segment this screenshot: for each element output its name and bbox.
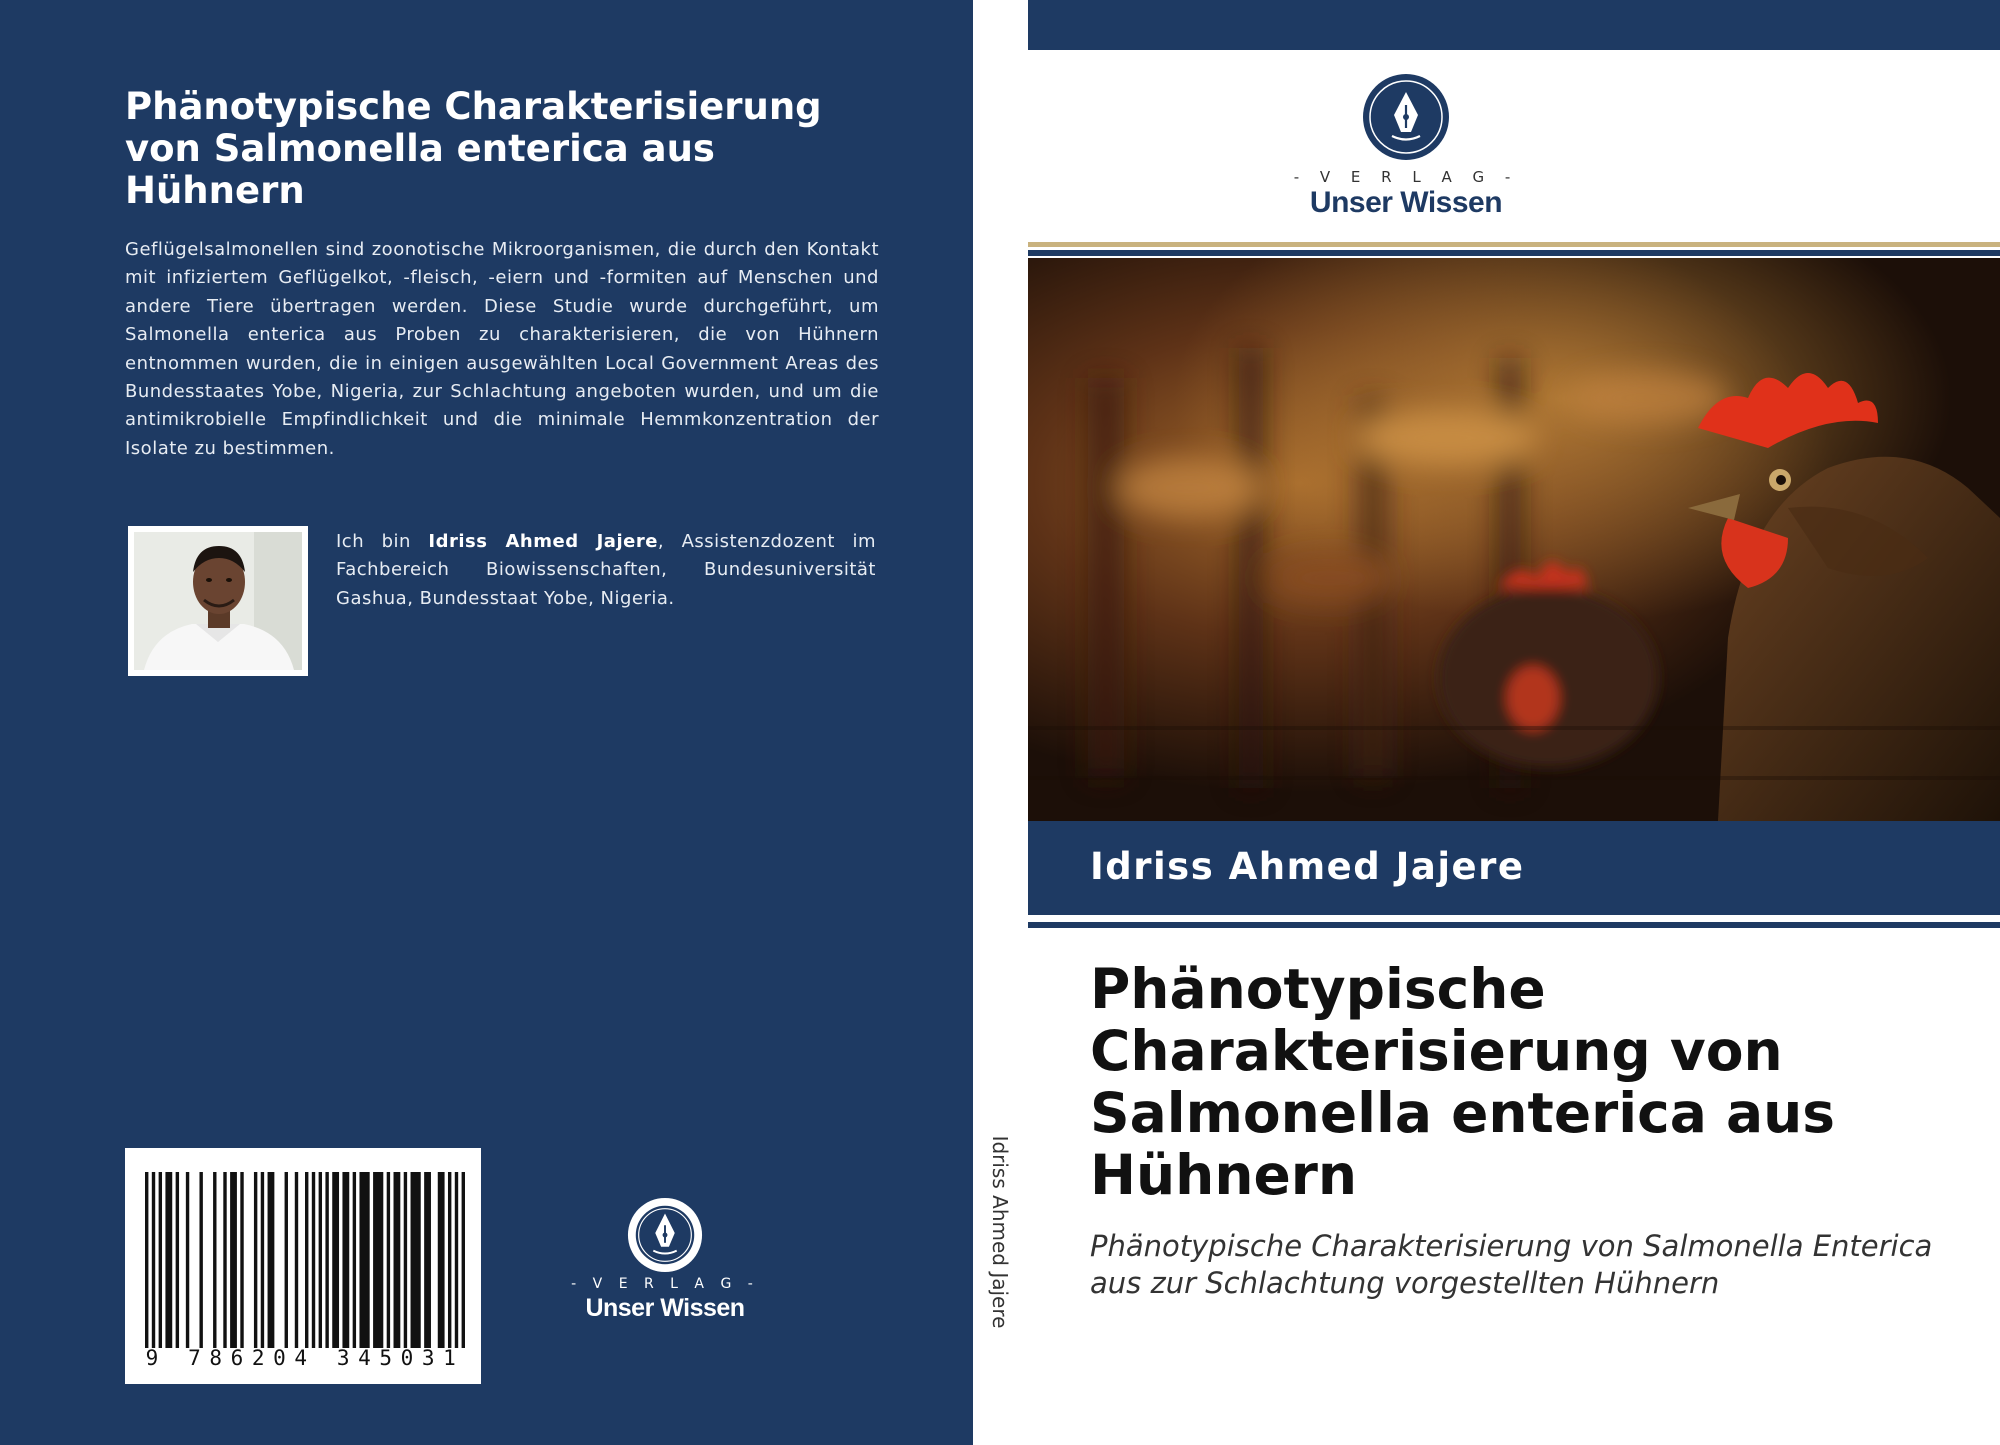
barcode-bar <box>230 1172 237 1348</box>
barcode-bar <box>342 1172 349 1348</box>
author-photo <box>128 526 308 676</box>
barcode-bar <box>176 1172 179 1348</box>
author-bio-suffix: , Assistenzdozent im Fachbereich Biowissenschaften, Bundesuniversität Gashua, Bundesstaat Yobe, Nigeria. <box>336 531 876 609</box>
barcode-bar <box>295 1172 298 1348</box>
barcode-bar <box>373 1172 383 1348</box>
navy-rule-bottom <box>1028 922 2000 928</box>
barcode-bar <box>186 1172 189 1348</box>
barcode-bar <box>387 1172 390 1348</box>
barcode-bar <box>424 1172 431 1348</box>
barcode-bar <box>411 1172 421 1348</box>
cover-photo-chickens <box>1028 258 2000 821</box>
back-cover-blurb: Geflügelsalmonellen sind zoonotische Mikroorganismen, die durch den Kontakt mit infiziertem Geflügelkot, -fleisch, -eiern und -formiten auf Menschen und andere Tiere übertragen werden. Diese Studie wurde durchgeführt, um Salmonella enterica aus Proben zu charakterisieren, die von Hühnern entnommen wurden, die in einigen ausgewählten Local Government Areas des Bundesstaates Yobe, Nigeria, zur Schlachtung angeboten wurden, und um die antimikrobielle Empfindlichkeit und die minimale Hemmkonzentration der Isolate zu bestimmen. <box>125 239 879 459</box>
navy-rule-top <box>1028 250 2000 256</box>
fountain-pen-nib-icon <box>1361 72 1451 162</box>
front-top-band <box>1028 0 2000 50</box>
barcode-bar <box>359 1172 369 1348</box>
barcode-bar <box>159 1172 162 1348</box>
author-bio-name: Idriss Ahmed Jajere <box>428 531 658 552</box>
back-publisher-name: Unser Wissen <box>585 1294 745 1322</box>
barcode-bar <box>285 1172 288 1348</box>
front-verlag-label: - V E R L A G - <box>1293 168 1519 186</box>
front-cover <box>1028 0 2000 1445</box>
back-cover-title: Phänotypische Charakterisierung von Salmonella enterica aus Hühnern <box>125 85 822 212</box>
barcode-bar <box>312 1172 315 1348</box>
front-cover-title: Phänotypische Charakterisierung von Salmonella enterica aus Hühnern <box>1090 957 1835 1207</box>
back-publisher-logo <box>560 1196 770 1323</box>
author-bio <box>336 528 876 613</box>
barcode-bar <box>319 1172 322 1348</box>
author-bio-prefix: Ich bin <box>336 531 429 552</box>
barcode-bar <box>394 1172 401 1348</box>
front-publisher-name: Unser Wissen <box>1309 186 1503 219</box>
author-portrait-image <box>134 532 302 670</box>
barcode-bar <box>240 1172 243 1348</box>
barcode-bar <box>332 1172 339 1348</box>
barcode-bar <box>268 1172 275 1348</box>
barcode-bar <box>404 1172 407 1348</box>
barcode-bar <box>199 1172 202 1348</box>
fountain-pen-nib-icon <box>626 1196 704 1274</box>
barcode-bar <box>353 1172 356 1348</box>
barcode-bar <box>325 1172 328 1348</box>
gold-rule-top <box>1028 242 2000 247</box>
front-cover-subtitle: Phänotypische Charakterisierung von Salmonella Enterica aus zur Schlachtung vorgestellten Hühnern <box>1090 1229 1933 1300</box>
chicken-photo-image <box>1028 258 2000 821</box>
spine-author: Idriss Ahmed Jajere <box>988 1135 1012 1329</box>
barcode-bar <box>145 1172 148 1348</box>
front-author-name: Idriss Ahmed Jajere <box>1090 845 1525 888</box>
barcode <box>125 1148 481 1384</box>
back-cover <box>0 0 973 1445</box>
barcode-bar <box>305 1172 308 1348</box>
barcode-bar <box>261 1172 264 1348</box>
barcode-bar <box>462 1172 465 1348</box>
barcode-bars <box>145 1172 465 1348</box>
barcode-bar <box>438 1172 445 1348</box>
barcode-bar <box>455 1172 458 1348</box>
front-publisher-logo <box>1286 72 1526 220</box>
barcode-bar <box>152 1172 155 1348</box>
barcode-bar <box>165 1172 172 1348</box>
barcode-bar <box>254 1172 257 1348</box>
back-verlag-label: - V E R L A G - <box>571 1276 759 1292</box>
barcode-bar <box>213 1172 216 1348</box>
barcode-bar <box>223 1172 226 1348</box>
author-band <box>1028 821 2000 915</box>
barcode-bar <box>448 1172 451 1348</box>
isbn-number: 9 786204 345031 <box>145 1346 465 1370</box>
